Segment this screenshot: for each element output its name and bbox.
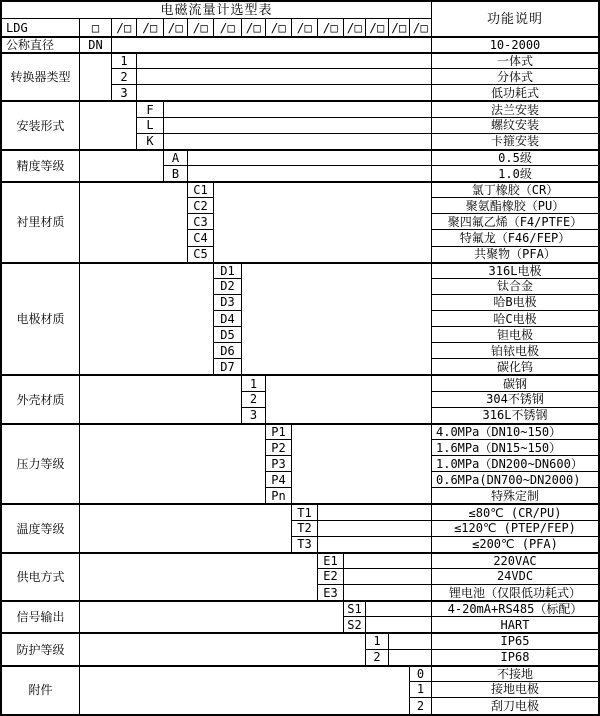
option-code: D5: [214, 327, 242, 343]
option-desc: 卡箍安装: [432, 134, 598, 150]
option-desc: IP65: [432, 633, 598, 649]
spacer-cell: [80, 150, 164, 182]
spacer-cell: [344, 569, 432, 585]
spacer-cell: [137, 85, 432, 101]
model-code-slot: /□: [389, 19, 410, 37]
option-desc: 法兰安装: [432, 101, 598, 117]
option-desc: 1.0级: [432, 166, 598, 182]
spacer-cell: [80, 53, 112, 101]
spacer-cell: [292, 424, 432, 505]
spacer-cell: [366, 617, 432, 633]
option-code: 1: [242, 375, 266, 391]
spacer-cell: [137, 53, 432, 69]
category-label: 衬里材质: [2, 182, 80, 263]
spacer-cell: [80, 424, 266, 505]
model-code-slot: /□: [366, 19, 389, 37]
spacer-cell: [214, 182, 432, 263]
option-desc: 10-2000: [432, 37, 598, 53]
option-desc: 接地电极: [432, 682, 598, 698]
option-desc: ≤120℃ (PTEP/FEP): [432, 521, 598, 537]
spacer-cell: [344, 553, 432, 569]
option-desc: 哈B电极: [432, 295, 598, 311]
option-code: 1: [410, 682, 432, 698]
option-code: F: [137, 101, 164, 117]
spacer-cell: [112, 37, 432, 53]
spacer-cell: [318, 537, 432, 553]
spacer-cell: [80, 375, 242, 423]
category-label: 温度等级: [2, 504, 80, 552]
spacer-cell: [80, 263, 214, 376]
spacer-cell: [188, 150, 432, 166]
option-code: K: [137, 134, 164, 150]
option-desc: 304不锈钢: [432, 392, 598, 408]
option-desc: 0.6MPa(DN700~DN2000): [432, 472, 598, 488]
option-desc: 哈C电极: [432, 311, 598, 327]
option-code: T1: [292, 504, 318, 520]
option-code: T2: [292, 521, 318, 537]
spacer-cell: [80, 601, 344, 633]
option-desc: 氯丁橡胶（CR）: [432, 182, 598, 198]
option-code: P3: [266, 456, 292, 472]
model-code-slot: /□: [344, 19, 366, 37]
option-code: D7: [214, 359, 242, 375]
category-label: 转换器类型: [2, 53, 80, 101]
spacer-cell: [344, 585, 432, 601]
option-desc: 聚氨酯橡胶（PU）: [432, 198, 598, 214]
model-code-slot: /□: [292, 19, 318, 37]
option-code: 2: [112, 69, 137, 85]
model-prefix: LDG: [2, 19, 80, 37]
option-code: S2: [344, 617, 366, 633]
option-code: 3: [242, 408, 266, 424]
option-desc: 不接地: [432, 666, 598, 682]
option-code: P1: [266, 424, 292, 440]
option-code: 3: [112, 85, 137, 101]
option-code: 2: [242, 392, 266, 408]
option-desc: 钽电极: [432, 327, 598, 343]
option-code: D2: [214, 279, 242, 295]
option-desc: 共聚物（PFA）: [432, 247, 598, 263]
spacer-cell: [389, 650, 432, 666]
option-code: DN: [80, 37, 112, 53]
spacer-cell: [266, 375, 432, 423]
spacer-cell: [188, 166, 432, 182]
spacer-cell: [164, 101, 432, 117]
option-desc: 碳钢: [432, 375, 598, 391]
option-desc: 特氟龙（F46/FEP）: [432, 230, 598, 246]
spacer-cell: [80, 504, 292, 552]
option-code: D4: [214, 311, 242, 327]
option-desc: IP68: [432, 650, 598, 666]
spacer-cell: [318, 521, 432, 537]
option-desc: 316L电极: [432, 263, 598, 279]
option-code: E1: [318, 553, 344, 569]
option-code: 1: [366, 633, 389, 649]
category-label: 压力等级: [2, 424, 80, 505]
option-desc: 低功耗式: [432, 85, 598, 101]
model-code-slot: /□: [137, 19, 164, 37]
model-code-slot: /□: [242, 19, 266, 37]
spacer-cell: [242, 263, 432, 376]
spacer-cell: [137, 69, 432, 85]
option-desc: 4-20mA+RS485（标配）: [432, 601, 598, 617]
category-label: 电极材质: [2, 263, 80, 376]
option-desc: 1.6MPa（DN15~150）: [432, 440, 598, 456]
option-code: C2: [188, 198, 214, 214]
option-desc: 分体式: [432, 69, 598, 85]
option-desc: 碳化钨: [432, 359, 598, 375]
category-label: 供电方式: [2, 553, 80, 601]
model-code-slot: /□: [112, 19, 137, 37]
model-code-box: □: [80, 19, 112, 37]
spacer-cell: [318, 504, 432, 520]
spacer-cell: [164, 134, 432, 150]
option-desc: 4.0MPa（DN10~150）: [432, 424, 598, 440]
option-code: D3: [214, 295, 242, 311]
option-code: T3: [292, 537, 318, 553]
option-code: C1: [188, 182, 214, 198]
option-code: C3: [188, 214, 214, 230]
category-label: 外壳材质: [2, 375, 80, 423]
option-code: B: [164, 166, 188, 182]
spacer-cell: [80, 666, 410, 714]
option-desc: 刮刀电极: [490, 698, 539, 713]
spacer-cell: [80, 633, 366, 665]
option-desc: 锂电池（仅限低功耗式）: [432, 585, 598, 601]
option-code: Pn: [266, 488, 292, 504]
option-desc: 聚四氟乙烯（F4/PTFE）: [432, 214, 598, 230]
option-code: P2: [266, 440, 292, 456]
model-code-slot: /□: [164, 19, 188, 37]
spacer-cell: [164, 118, 432, 134]
spacer-cell: [80, 101, 137, 149]
option-code: 0: [410, 666, 432, 682]
spacer-cell: [80, 182, 188, 263]
function-column-header: 功能说明: [432, 2, 598, 37]
option-code: D1: [214, 263, 242, 279]
option-desc: 220VAC: [432, 553, 598, 569]
category-label: 防护等级: [2, 633, 80, 665]
option-code: L: [137, 118, 164, 134]
option-desc: ≤80℃ (CR/PU): [432, 504, 598, 520]
model-code-slot: /□: [214, 19, 242, 37]
table-title: 电磁流量计选型表: [2, 2, 432, 19]
option-desc: ≤200℃ (PFA): [432, 537, 598, 553]
model-code-slot: /□: [188, 19, 214, 37]
category-label: 安装形式: [2, 101, 80, 149]
category-label: 信号输出: [2, 601, 80, 633]
option-desc: 钛合金: [432, 279, 598, 295]
model-code-slot: /□: [410, 19, 432, 37]
option-code: 2: [366, 650, 389, 666]
option-code: 2: [410, 698, 432, 714]
spacer-cell: [366, 601, 432, 617]
spacer-cell: [389, 633, 432, 649]
model-code-slot: /□: [266, 19, 292, 37]
option-code: C5: [188, 247, 214, 263]
option-desc: 螺纹安装: [432, 118, 598, 134]
option-code: S1: [344, 601, 366, 617]
option-code: E2: [318, 569, 344, 585]
option-desc: 24VDC: [432, 569, 598, 585]
option-code: C4: [188, 230, 214, 246]
option-desc: 铂铱电极: [432, 343, 598, 359]
option-desc: 特殊定制: [432, 488, 598, 504]
category-label: 附件: [2, 666, 80, 714]
option-code: A: [164, 150, 188, 166]
category-label: 公称直径: [2, 37, 80, 53]
option-desc: 一体式: [432, 53, 598, 69]
option-desc: HART: [432, 617, 598, 633]
option-code: 1: [112, 53, 137, 69]
option-code: D6: [214, 343, 242, 359]
option-desc: 316L不锈钢: [432, 408, 598, 424]
option-code: E3: [318, 585, 344, 601]
option-code: P4: [266, 472, 292, 488]
model-code-slot: /□: [318, 19, 344, 37]
option-desc: 0.5级: [432, 150, 598, 166]
category-label: 精度等级: [2, 150, 80, 182]
spacer-cell: [80, 553, 318, 601]
option-desc: 1.0MPa（DN200~DN600）: [432, 456, 598, 472]
